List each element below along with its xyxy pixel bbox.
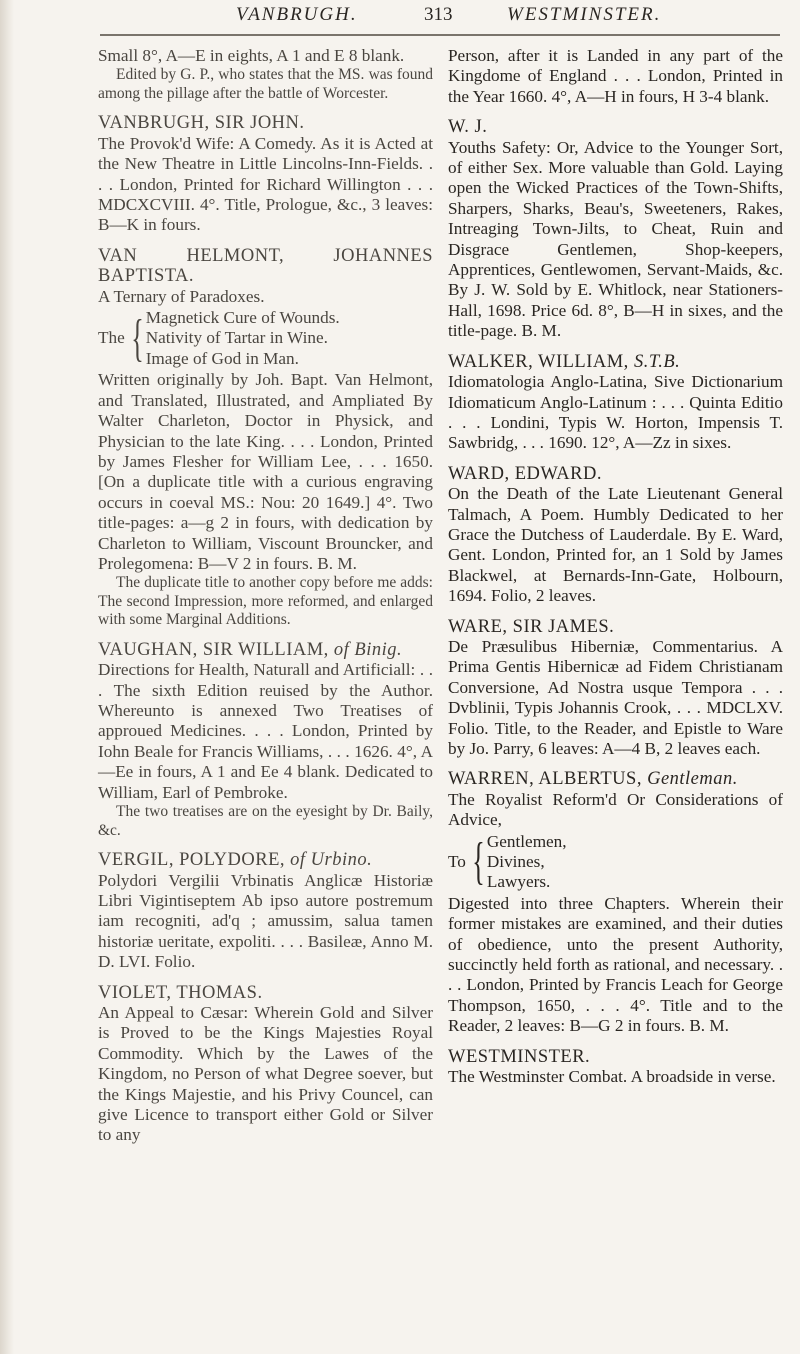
entry-vanbrugh [98,113,433,235]
page-edge-shadow [0,0,14,1354]
entry-heading: VANBRUGH, SIR JOHN. [98,113,305,134]
right-running-head: WESTMINSTER. [507,4,662,25]
right-column [448,46,783,1098]
entry-note: The two treatises are on the eyesight by Dr. Baily, &c. [98,803,433,839]
curly-brace-icon: { [130,309,144,367]
entry-heading-name: VERGIL, POLYDORE, [98,850,286,871]
entry-heading [448,352,783,372]
entry-body: Idiomatologia Anglo-Latina, Sive Dictionarium Idiomaticum Anglo-Latinum : . . . Quinta Editio . . . Londini, Typis W. Horton, Impensis T. Sawbridg, . . . 1690. 12°, A—Zz in sixes. [448,372,783,453]
brace-group [448,832,783,893]
entry-heading [448,769,783,789]
entry-warren [448,769,783,1036]
entry-vergil [98,850,433,972]
entry-heading-suffix: Gentleman. [647,769,738,790]
entry-ward [448,464,783,607]
entry-heading: VIOLET, THOMAS. [98,982,263,1003]
entry-heading-name: VAUGHAN, SIR WILLIAM, [98,639,329,660]
entry-intro: A Ternary of Paradoxes. [98,286,265,306]
entry-body: An Appeal to Cæsar: Wherein Gold and Silver is Proved to be the Kings Majesties Royal Commodity. Which by the Lawes of the Kingdom, no Person of what Degree soever, but the Kings Majestie, and his Privy Councel, can give Licence to transport either Gold or Silver to any [98,1002,433,1145]
brace-label: The [98,328,125,348]
entry-westminster [448,1047,783,1088]
running-head [0,4,800,32]
entry-heading-name: WALKER, WILLIAM, [448,351,629,372]
entry-heading: WARD, EDWARD. [448,463,602,484]
entry-body: Digested into three Chapters. Wherein their former mistakes are examined, and their duties of obedience, unto the present Authority, succinctly held forth as rational, and necessary. . . . London, Printed by Francis Leach for George Thompson, 1650, . . . 4°. Title and to the Reader, 2 leaves: B—G 2 in fours. B. M. [448,893,783,1036]
entry-body: Person, after it is Landed in any part of the Kingdome of England . . . London, Printed in the Year 1660. 4°, A—H in fours, H 3-4 blank. [448,46,783,106]
entry-intro: The Royalist Reform'd Or Considerations of Advice, [448,789,783,830]
continued-entry [448,46,783,107]
brace-item: Magnetick Cure of Wounds. [145,308,340,328]
entry-note: The duplicate title to another copy before me adds: The second Impression, more reformed, and enlarged with some Marginal Additions. [98,574,433,629]
entry-heading-suffix: S.T.B. [633,351,681,372]
entry-violet [98,983,433,1146]
left-column [98,46,433,1156]
entry-body: The Provok'd Wife: A Comedy. As it is Acted at the New Theatre in Little Lincolns-Inn-Fields. . . . London, Printed for Richard Willington . . . MDCXCVIII. 4°. Title, Prologue, &c., 3 leaves: B—K in fours. [98,133,433,235]
entry-body: The Westminster Combat. A broadside in verse. [448,1067,776,1087]
page-number: 313 [424,4,453,25]
entry-heading: WARE, SIR JAMES. [448,616,615,637]
entry-heading: WESTMINSTER. [448,1046,591,1067]
entry-w-j [448,117,783,341]
entry-heading: VAN HELMONT, JOHANNES BAPTISTA. [98,245,433,287]
entry-heading: W. J. [448,117,488,138]
entry-body: De Præsulibus Hiberniæ, Commentarius. A Prima Gentis Hibernicæ ad Fidem Christianam Conversione, Ad Nostra usque Tempora . . . Dvblinii, Typis Johannis Crook, . . . MDCLXV. Folio. Title, to the Reader, and Epistle to Ware by Jo. Parry, 6 leaves: A—4 B, 2 leaves each. [448,636,783,758]
brace-item: Gentlemen, [486,831,567,851]
entry-heading [98,640,433,660]
entry-body: Youths Safety: Or, Advice to the Younger Sort, of either Sex. More valuable than Gold. Laying open the Wicked Practices of the Town-Shifts, Sharpers, Sharks, Beau's, Sweeteners, Rakes, Intreaging Town-Jilts, to Cheat, Ruin and Disgrace Gentlemen, Shop-keepers, Apprentices, Gentlewomen, Servant-Maids, &c. By J. W. Sold by E. Whitlock, near Stationers-Hall, 1698. Price 6d. 8°, B—H in sixes, and the title-page. B. M. [448,137,783,341]
header-rule [100,34,780,36]
entry-van-helmont [98,246,433,630]
entry-heading-suffix: of Urbino. [290,850,373,871]
brace-item: Lawyers. [486,872,551,892]
brace-item: Image of God in Man. [145,348,299,368]
entry-body: On the Death of the Late Lieutenant General Talmach, A Poem. Humbly Dedicated to her Grace the Dutchess of Lauderdale. By E. Ward, Gent. London, Printed for, an 1 Sold by James Blackwel, at Bernards-Inn-Gate, Holbourn, 1694. Folio, 2 leaves. [448,484,783,606]
entry-vaughan [98,640,433,840]
entry-ware [448,617,783,760]
entry-note: Edited by G. P., who states that the MS. was found among the pillage after the battle of Worcester. [98,66,433,102]
brace-item: Nativity of Tartar in Wine. [145,328,328,348]
entry-heading [98,850,433,870]
entry-heading-name: WARREN, ALBERTUS, [448,769,642,790]
left-running-head: VANBRUGH. [236,4,358,25]
entry-body: Written originally by Joh. Bapt. Van Helmont, and Translated, Illustrated, and Ampliated By Walter Charleton, Doctor in Physick, and Physician to the late King. . . . London, Printed by James Flesher for William Lee, . . . 1650. [On a duplicate title with a curious engraving occurs in coeval MS.: Nou: 20 1649.] 4°. Two title-pages: a—g 2 in fours, with dedication by Charleton to William, Viscount Brouncker, and Prolegomena: B—V 2 in fours. B. M. [98,370,433,573]
continued-entry [98,46,433,103]
brace-label: To [448,852,466,872]
entry-body: Directions for Health, Naturall and Artificiall: . . . The sixth Edition reuised by the Author. Whereunto is annexed Two Treatises of approued Medicines. . . . London, Printed by Iohn Beale for Francis Williams, . . . 1626. 4°, A—Ee in fours, A 1 and Ee 4 blank. Dedicated to William, Earl of Pembroke. [98,660,433,802]
entry-body: Polydori Vergilii Vrbinatis Anglicæ Historiæ Libri Vigintiseptem Ab ipso autore postremum iam recogniti, ad'q ; amussim, salua tamen historiæ ueritate, expoliti. . . . Basileæ, Anno M. D. LVI. Folio. [98,870,433,972]
brace-group [98,308,433,369]
entry-heading-suffix: of Binig. [333,639,403,660]
brace-item: Divines, [486,852,545,872]
entry-body: Small 8°, A—E in eights, A 1 and E 8 blank. [98,46,405,65]
entry-walker [448,352,783,454]
curly-brace-icon: { [472,833,485,891]
